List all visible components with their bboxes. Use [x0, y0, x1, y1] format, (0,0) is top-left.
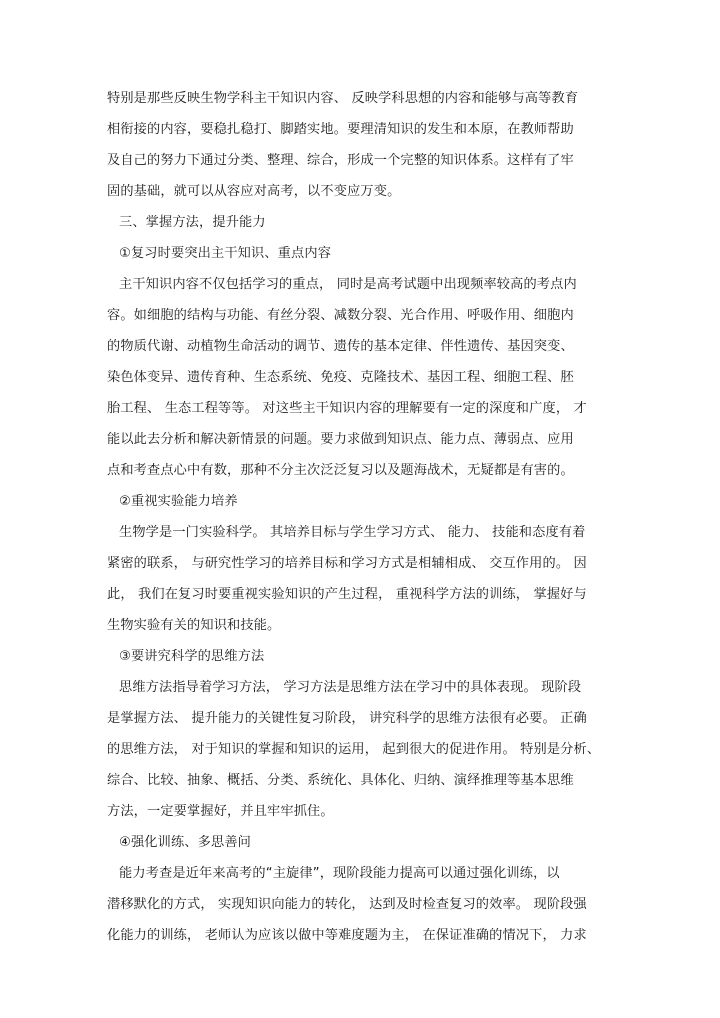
text-line: 容。如细胞的结构与功能、有丝分裂、减数分裂、光合作用、呼吸作用、细胞内 — [107, 308, 574, 323]
text-line: 的思维方法， 对于知识的掌握和知识的运用， 起到很大的促进作用。 特别是分析、 — [107, 742, 601, 757]
section-heading: 三、掌握方法，提升能力 — [119, 215, 266, 230]
text-line: 方法，一定要掌握好，并且牢牢抓住。 — [107, 804, 334, 819]
text-line: 及自己的努力下通过分类、整理、综合，形成一个完整的知识体系。这样有了牢 — [107, 153, 574, 168]
subsection-heading: ①复习时要突出主干知识、重点内容 — [119, 246, 332, 261]
text-line: 点和考查点心中有数，那种不分主次泛泛复习以及题海战术，无疑都是有害的。 — [107, 463, 574, 478]
text-line: 能力考查是近年来高考的“主旋律”，现阶段能力提高可以通过强化训练，以 — [119, 866, 560, 881]
subsection-heading: ③要讲究科学的思维方法 — [119, 649, 265, 664]
text-line: 固的基础，就可以从容应对高考，以不变应万变。 — [107, 184, 401, 199]
text-line: 是掌握方法、 提升能力的关键性复习阶段， 讲究科学的思维方法很有必要。 正确 — [107, 711, 587, 726]
text-line: 能以此去分析和解决新情景的问题。要力求做到知识点、能力点、薄弱点、应用 — [107, 432, 574, 447]
text-line: 思维方法指导着学习方法， 学习方法是思维方法在学习中的具体表现。 现阶段 — [119, 680, 582, 695]
text-line: 综合、比较、抽象、概括、分类、系统化、具体化、归纳、演绎推理等基本思维 — [107, 773, 574, 788]
text-line: 生物实验有关的知识和技能。 — [107, 618, 281, 633]
text-line: 的物质代谢、动植物生命活动的调节、遗传的基本定律、伴性遗传、基因突变、 — [107, 339, 574, 354]
text-line: 此， 我们在复习时要重视实验知识的产生过程， 重视科学方法的训练， 掌握好与 — [107, 587, 587, 602]
text-line: 相衔接的内容，要稳扎稳打、脚踏实地。要理清知识的发生和本原，在教师帮助 — [107, 122, 574, 137]
text-line: 潜移默化的方式， 实现知识向能力的转化， 达到及时检查复习的效率。 现阶段强 — [107, 897, 587, 912]
text-line: 主干知识内容不仅包括学习的重点， 同时是高考试题中出现频率较高的考点内 — [119, 277, 577, 292]
subsection-heading: ②重视实验能力培养 — [119, 494, 238, 509]
text-line: 生物学是一门实验科学。 其培养目标与学生学习方式、 能力、 技能和态度有着 — [119, 525, 586, 540]
text-line: 染色体变异、遗传育种、生态系统、免疫、克隆技术、基因工程、细胞工程、胚 — [107, 370, 574, 385]
text-line: 化能力的训练， 老师认为应该以做中等难度题为主， 在保证准确的情况下， 力求 — [107, 928, 587, 943]
text-line: 紧密的联系， 与研究性学习的培养目标和学习方式是相辅相成、 交互作用的。 因 — [107, 556, 587, 571]
text-line: 特别是那些反映生物学科主干知识内容、 反映学科思想的内容和能够与高等教育 — [107, 91, 579, 106]
text-line: 胎工程、 生态工程等等。 对这些主干知识内容的理解要有一定的深度和广度， 才 — [107, 401, 587, 416]
subsection-heading: ④强化训练、多思善问 — [119, 835, 252, 850]
